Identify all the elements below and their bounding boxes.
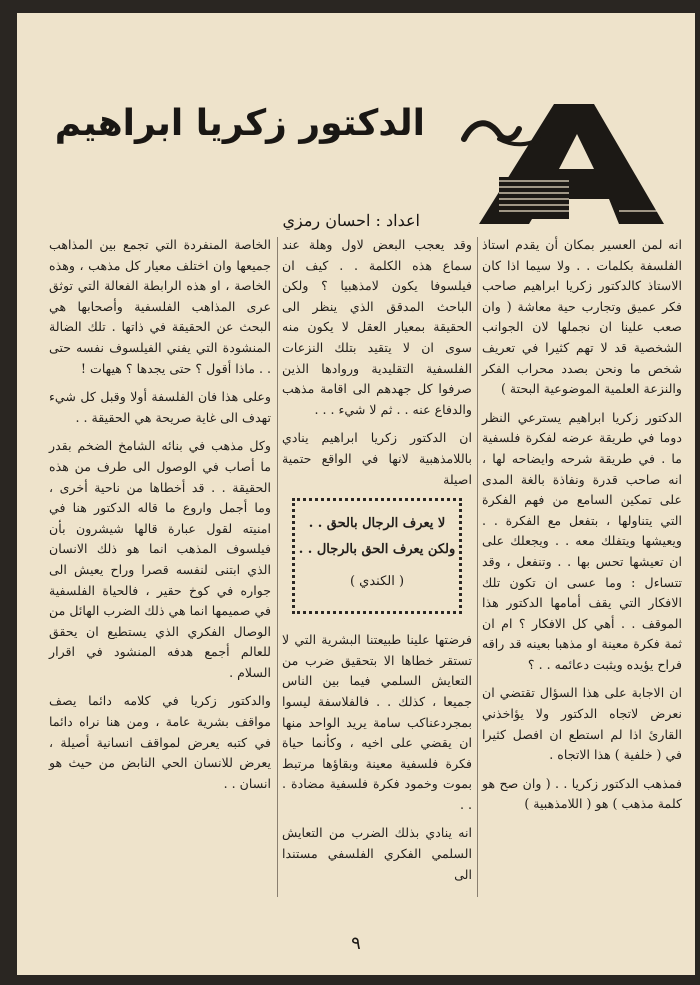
author-credit: اعداد : احسان رمزي [282, 211, 420, 230]
paragraph: الدكتور زكريا ابراهيم يسترعي النظر دوما في طريقة عرضه لفكرة فلسفية ما . في طريقة شرحه وايضاحه لها ، انه صاحب قدرة ونفاذة بالغة المدى على تمكين السامع من فهم الفكرة التي يتناولها ، بتفعل مع الفكرة . . ويعيشها ويتفلك معه . . ويجعلك على ان تعيشها تحس بها . . وتنفعل ، وقد تتساءل : وما عسى ان تكون تلك الافكار التي يقف أمامها الدكتور هذا الموقف . . أهي كل الافكار ؟ ام ان ثمة فكرة معينة او مذهبا بعينه قد راقه فراح يؤيده ويثبت دعائمه . . ؟ [482, 409, 682, 672]
article-header [17, 13, 695, 243]
magazine-page [17, 13, 695, 975]
column-divider [477, 237, 478, 897]
article-title: الدكتور زكريا ابراهيم [54, 103, 425, 144]
paragraph: الخاصة المنفردة التي تجمع بين المذاهب جميعها وان اختلف معيار كل مذهب ، وهذه الخاصة ، او هذه الرابطة الفعالة التي توثق عرى المذاهب الفلسفية وأصحابها هي البحث عن الحقيقة في ذاتها . تلك الضالة المنشودة التي يفني الفيلسوف نفسه حتى . . ماذا أقول ؟ حتى يجدها ؟ هيهات ! [49, 237, 271, 376]
logo-ma-script-icon [464, 123, 539, 144]
paragraph: انه ينادي بذلك الضرب من التعايش السلمي الفكري الفلسفي مستندا الى [282, 825, 472, 882]
paragraph: فرضتها علينا طبيعتنا البشرية التي لا تستقر خطاها الا بتحقيق ضرب من التعايش السلمي فيما بين الناس جميعا ، كذلك . . فالفلاسفة ليسوا بمجردعناكب سامة يريد الواحد منها ان يقضي على اخيه ، وكأنما حياة فكرة فلسفية معينة وبقاؤها مرتبط بموت وخمود فكرة فلسفية مضادة . . . [282, 632, 472, 812]
quote-line-1: لا يعرف الرجال بالحق . . [308, 516, 446, 532]
paragraph: وقد يعجب البعض لاول وهلة عند سماع هذه الكلمة . . كيف ان فيلسوفا يكون لامذهبيا ؟ ولكن الباحث المدقق الذي ينظر الى الحقيقة بمعيار العقل لا يكون منه سوى ان لا يتقيد بتلك النزعات الفلسفية التقليدية وروادها الذين صرفوا كل جهدهم الى اقامة مذهب والدفاع عنه . . ثم لا شيء . . . [282, 237, 472, 417]
article-column-middle [282, 235, 472, 893]
quote-line-2: ولكن يعرف الحق بالرجال . . [298, 542, 456, 558]
paragraph: والدكتور زكريا في كلامه دائما يصف مواقف بشرية عامة ، ومن هنا نراه دائما في كتبه يعرض لمواقف انسانية أصيلة ، يعرض للانسان الحي النابض من حيث هو انسان . . [49, 693, 271, 791]
paragraph: ان الاجابة على هذا السؤال تقتضي ان نعرض لاتجاه الدكتور ولا يؤاخذني القارئ اذا لم استطع ان افصل كثيرا في ( خلفية ) هذا الاتجاه . [482, 685, 682, 763]
column-logo [459, 99, 669, 229]
column-divider [277, 237, 278, 897]
logo-letter-a-icon [479, 104, 664, 224]
pull-quote-box [292, 498, 462, 614]
quote-attribution: ( الكندي ) [349, 574, 405, 590]
paragraph: ان الدكتور زكريا ابراهيم ينادي باللامذهبية لانها في الواقع حتمية اصيلة [282, 430, 472, 487]
paragraph: وكل مذهب في بنائه الشامخ الضخم بقدر ما أصاب في الوصول الى طرف من هذه الحقيقة . . قد أخطاها من ناحية أخرى ، وما أجمل واروع ما قاله الدكتور هنا في امنيته لقول عبارة قالها شيشرون بأن فيلسوف المذهب انما هو ذلك الانسان الذي ابتنى لنفسه قصرا وراح يعيش الى جواره في كوخ حقير ، فالحياة الفلسفية في صميمها انما هي ذلك الضرب الهائل من الوصال الفكري الذي يستطيع ان يحقق للعالم أجمع هدفه المنشود في اقرار السلام . [49, 438, 271, 680]
paragraph: انه لمن العسير بمكان أن يقدم استاذ الفلسفة بكلمات . . ولا سيما اذا كان الاستاذ كالدكتور زكريا ابراهيم صاحب فكر عميق وتجارب حية معاشة ( وان صعب علينا ان نجملها لان الجوانب الشخصية قد لا تهم كثيرا في تعريف شخص ما ونحن بصدد محراب الفكر والنزعة العلمية الموضوعية البحتة ) [482, 237, 682, 397]
paragraph: وعلى هذا فان الفلسفة أولا وقبل كل شيء تهدف الى غاية صريحة هي الحقيقة . . [49, 389, 271, 425]
article-column-right [482, 235, 682, 823]
page-number: ٩ [351, 933, 361, 954]
article-column-left [49, 235, 271, 802]
paragraph: فمذهب الدكتور زكريا . . ( وان صح هو كلمة مذهب ) هو ( اللامذهبية ) [482, 775, 682, 812]
